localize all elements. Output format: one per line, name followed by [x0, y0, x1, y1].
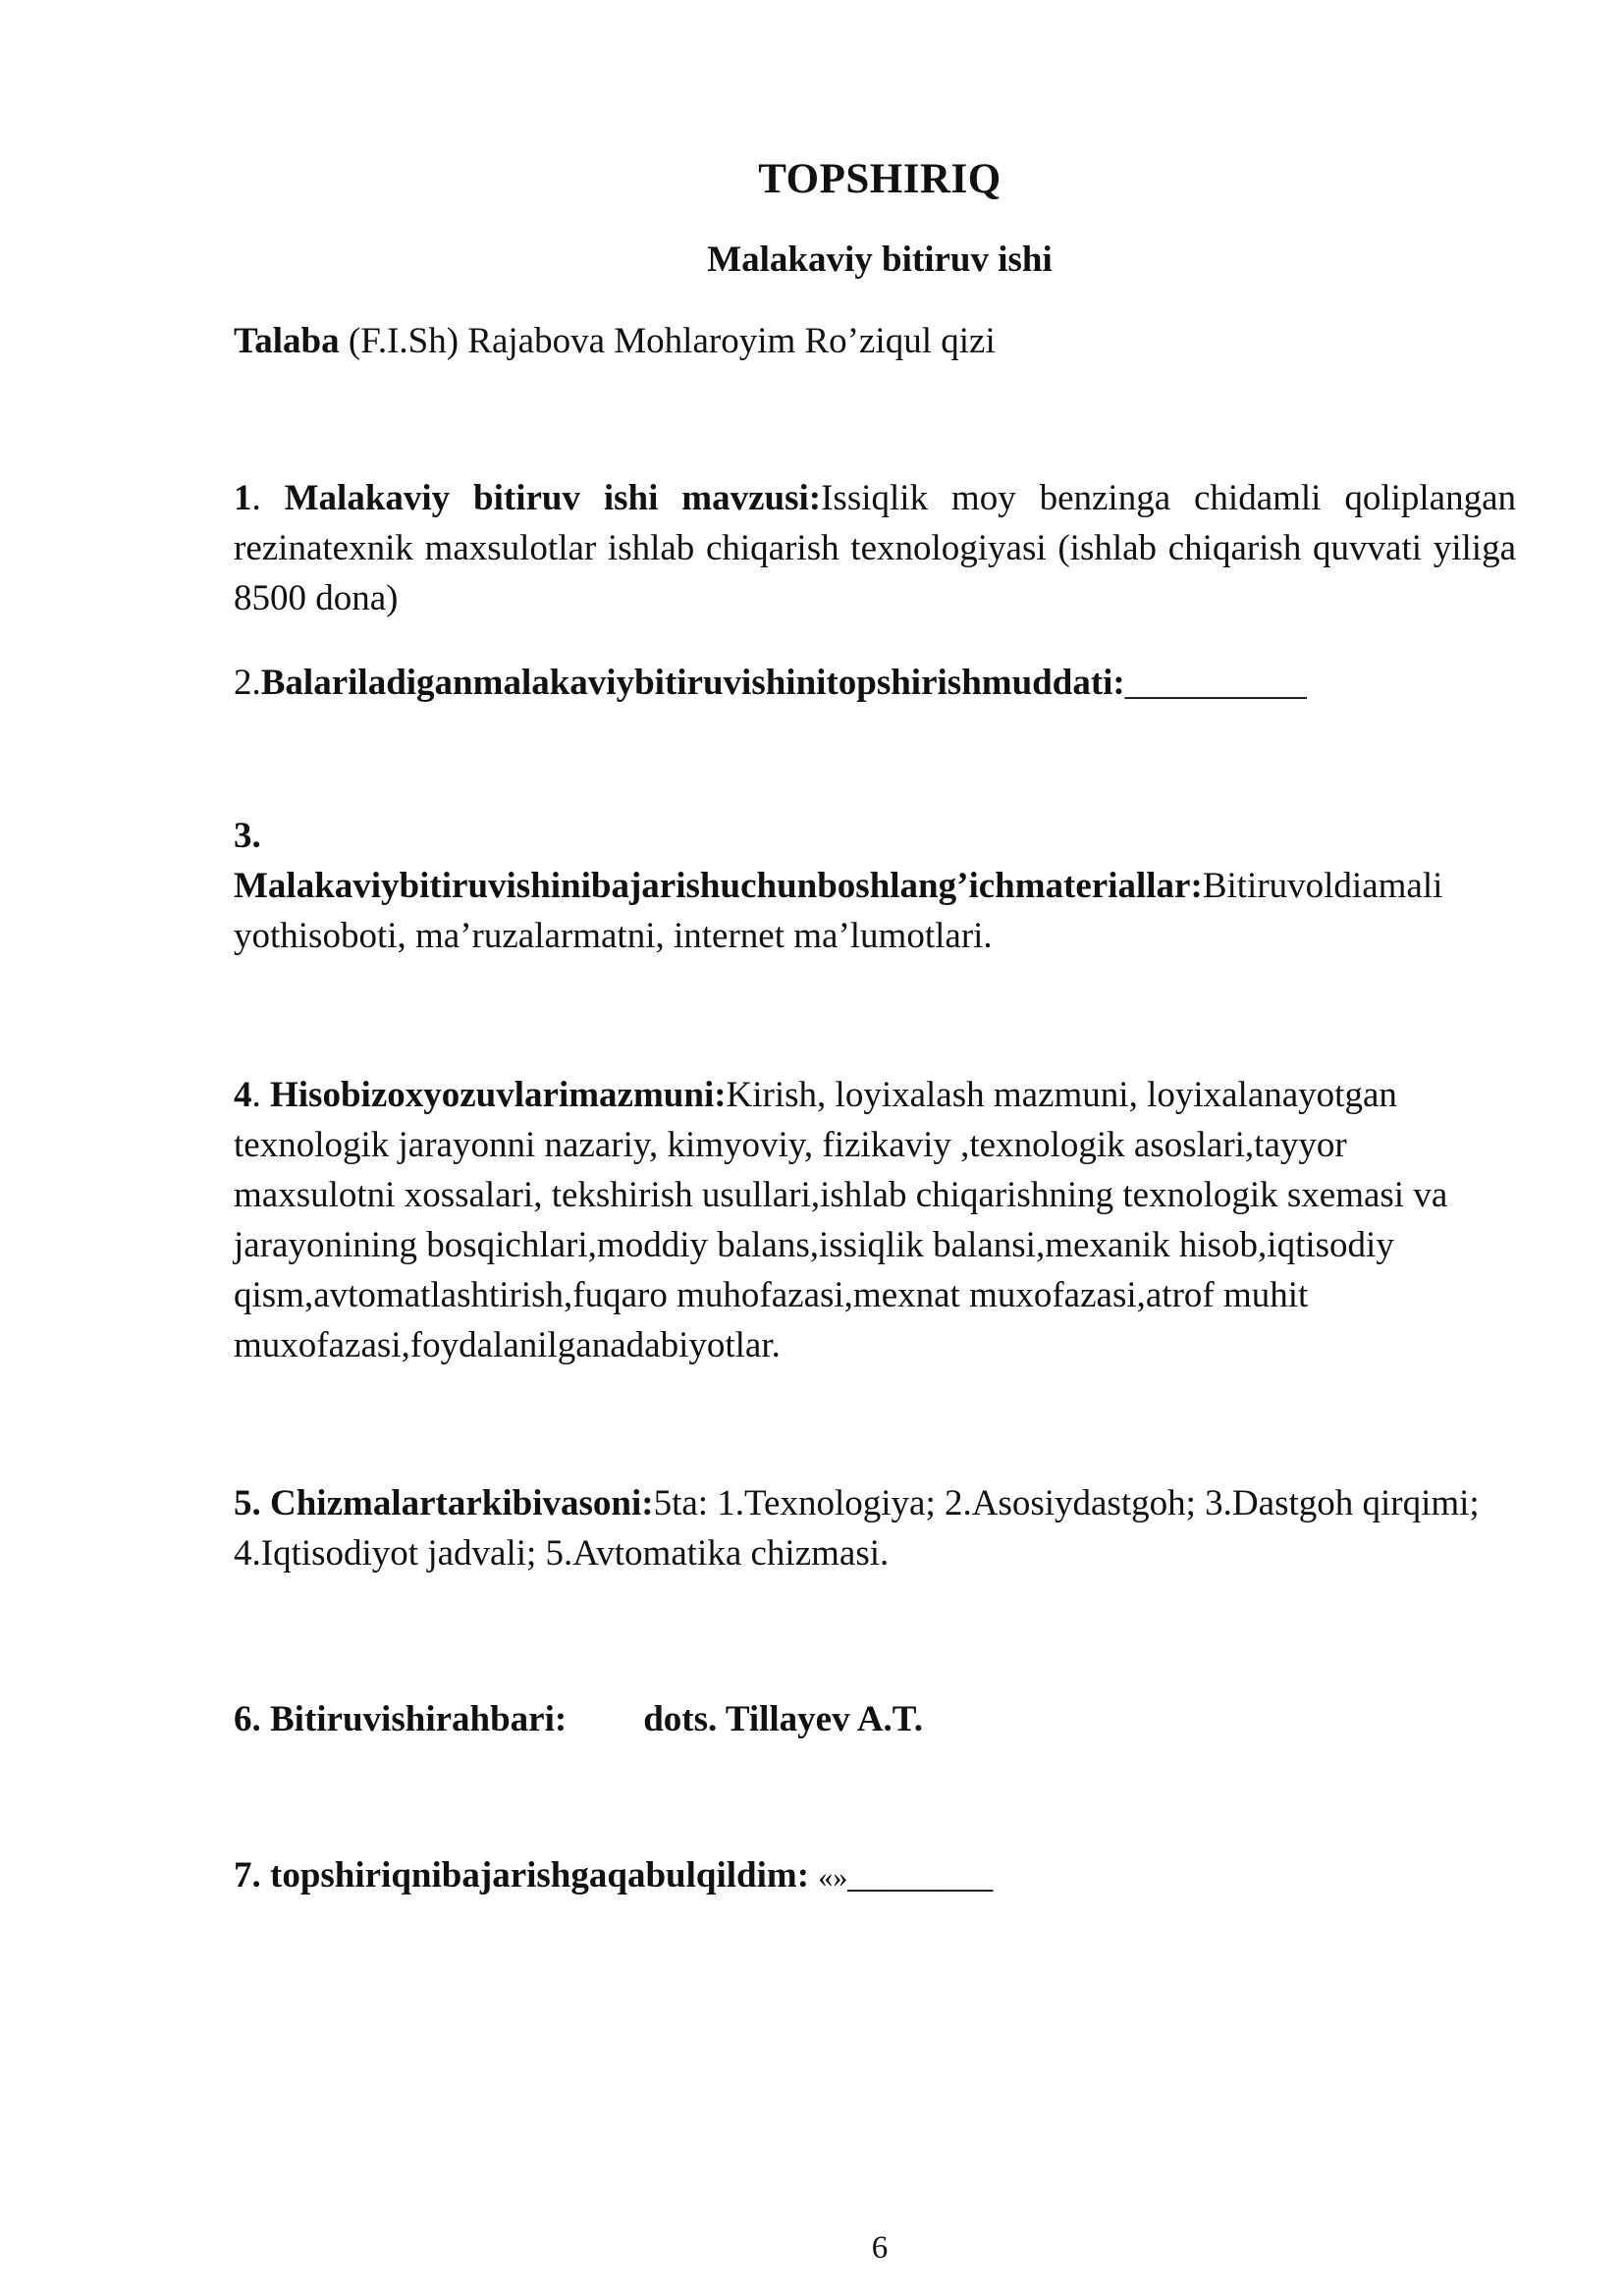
item-6 [234, 1694, 1516, 1744]
item-7-quote: «» [818, 1861, 848, 1894]
item-5-text: 5ta: 1.Texnologiya; 2.Asosiydastgoh; 3.Dastgoh qirqimi; 4.Iqtisodiyot jadvali; 5.Avtomatika chizmasi. [234, 1483, 1480, 1574]
item-1-number: 1 [234, 478, 252, 518]
item-1-label: Malakaviy bitiruv ishi mavzusi: [284, 478, 822, 518]
item-7 [234, 1850, 1516, 1902]
item-4-text: Kirish, loyixalash mazmuni, loyixalanayotgan texnologik jarayonni nazariy, kimyoviy, fizikaviy ,texnologik asoslari,tayyor maxsulotni xossalari, tekshirish usullari,ishlab chiqarishning texnologik sxemasi va jarayonining bosqichlari,moddiy balans,issiqlik balansi,mexanik hisob,iqtisodiy qism,avtomatlashtirish,fuqaro muhofazasi,mexnat muxofazasi,atrof muhit muxofazasi,foydalanilganadabiyotlar. [234, 1075, 1448, 1365]
item-5 [234, 1478, 1516, 1578]
item-3-label: Malakaviybitiruvishinibajarishuchunboshlang’ichmateriallar: [234, 866, 1203, 906]
item-7-label: topshiriqnibajarishgaqabulqildim: [270, 1855, 810, 1896]
item-7-blank: ________ [847, 1855, 994, 1896]
item-1-text: Issiqlik moy benzinga chidamli qoliplangan rezinatexnik maxsulotlar ishlab chiqarish texnologiyasi (ishlab chiqarish quvvati yiliga 8500 dona) [234, 478, 1517, 618]
item-6-supervisor: dots. Tillayev A.T. [643, 1699, 923, 1739]
item-2-number: 2 [234, 663, 252, 703]
item-6-number: 6. [234, 1699, 261, 1739]
page-title: TOPSHIRIQ [758, 156, 1001, 202]
student-line [234, 316, 1516, 366]
item-5-number: 5. [234, 1483, 261, 1523]
item-1: 1. Malakaviy bitiruv ishi mavzusi:Issiqlik moy benzinga chidamli qoliplangan rezinatexnik maxsulotlar ishlab chiqarish texnologiyasi (ishlab chiqarish quvvati yiliga 8500 dona) [234, 478, 1517, 618]
page-subtitle: Malakaviy bitiruv ishi [707, 240, 1053, 280]
item-4-label: Hisobizoxyozuvlarimazmuni: [270, 1075, 727, 1115]
item-2-label: Balariladiganmalakaviybitiruvishinitopshirishmuddati: [260, 663, 1125, 703]
student-label: Talaba [234, 321, 340, 361]
item-3-text: Bitiruvoldiamali yothisoboti, ma’ruzalarmatni, internet ma’lumotlari. [234, 866, 1443, 956]
item-3-number: 3. [234, 816, 261, 856]
page-number: 6 [871, 2230, 889, 2266]
item-6-label: Bitiruvishirahbari: [270, 1699, 568, 1739]
item-5-label: Chizmalartarkibivasoni: [270, 1483, 654, 1523]
item-2: 2.Balariladiganmalakaviybitiruvishinitopshirishmuddati:__________ [234, 663, 1307, 703]
item-7-number: 7. [234, 1855, 261, 1896]
item-4: 4. Hisobizoxyozuvlarimazmuni:Kirish, loyixalash mazmuni, loyixalanayotgan texnologik jarayonni nazariy, kimyoviy, fizikaviy ,texnologik asoslari,tayyor maxsulotni xossalari, tekshirish usullari,ishlab chiqarishning texnologik sxemasi va jarayonining bosqichlari,moddiy balans,issiqlik balansi,mexanik hisob,iqtisodiy qism,avtomatlashtirish,fuqaro muhofazasi,mexnat muxofazasi,atrof muhit muxofazasi,foydalanilganadabiyotlar. [234, 1075, 1448, 1365]
item-4-number: 4 [234, 1075, 252, 1115]
item-2-blank: __________ [1124, 663, 1307, 703]
student-name: (F.I.Sh) Rajabova Mohlaroyim Ro’ziqul qizi [339, 321, 996, 361]
item-3 [234, 811, 1516, 961]
